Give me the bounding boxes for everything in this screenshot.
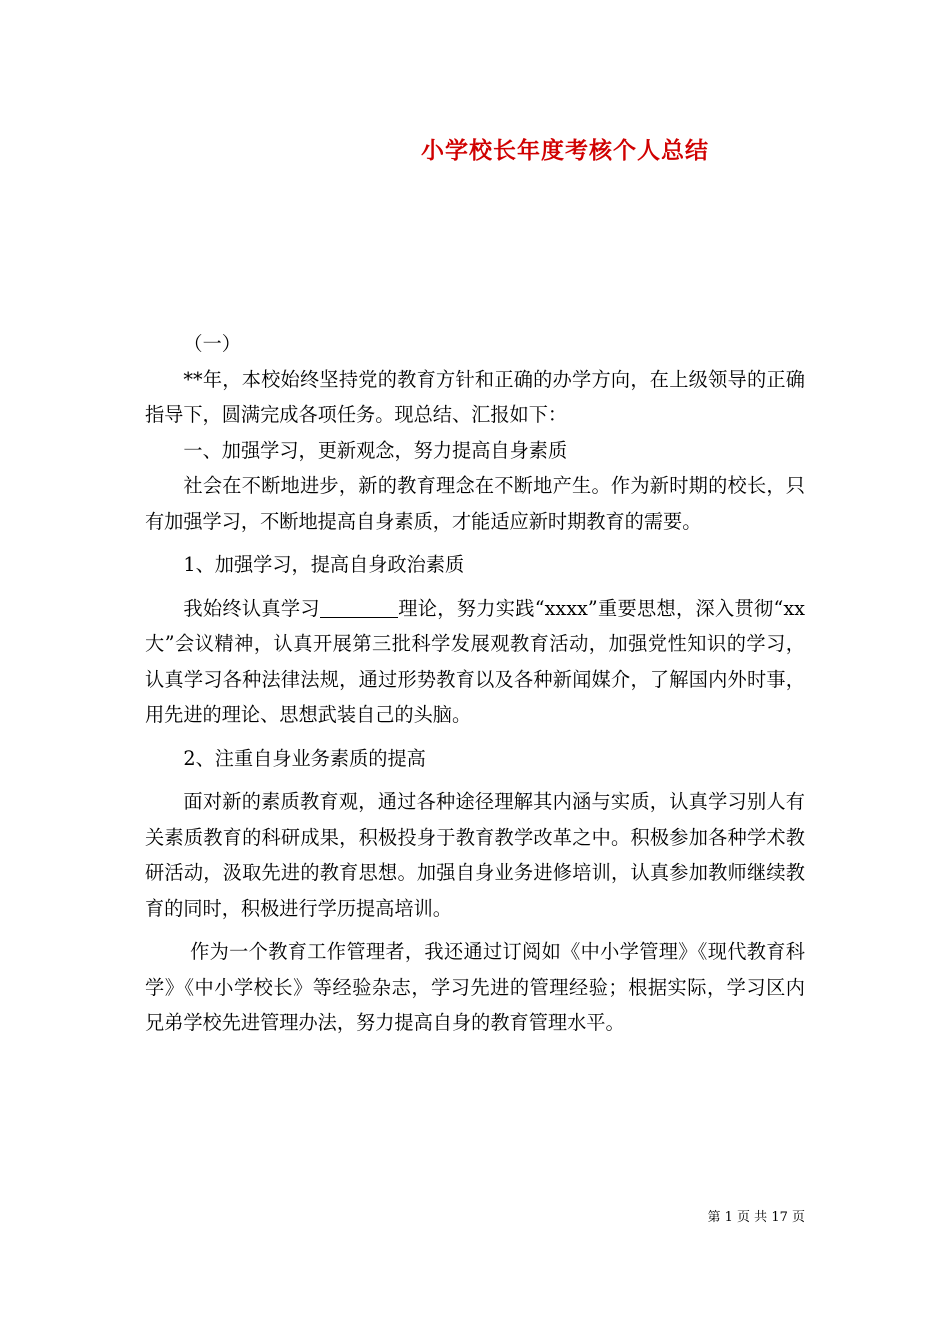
paragraph-management: 作为一个教育工作管理者，我还通过订阅如《中小学管理》《现代教育科学》《中小学校长》等经验杂志，学习先进的管理经验；根据实际，学习区内兄弟学校先进管理办法，努力提高自身的教育管理水平。 — [145, 940, 805, 1034]
document-title: 小学校长年度考核个人总结 — [421, 137, 709, 164]
section-marker: （一） — [183, 332, 241, 355]
page-footer: 第 1 页 共 17 页 — [707, 1210, 805, 1225]
paragraph-political-study-rest: 理论，努力实践“xxxx”重要思想，深入贯彻“xx大”会议精神，认真开展第三批科学发展观教育活动，加强党性知识的学习，认真学习各种法律法规，通过形势教育以及各种新闻媒介，了解国内外时事，用先进的理论、思想武装自己的头脑。 — [145, 596, 806, 726]
fill-in-blank — [320, 597, 398, 617]
paragraph-business-quality: 面对新的素质教育观，通过各种途径理解其内涵与实质，认真学习别人有关素质教育的科研成果，积极投身于教育教学改革之中。积极参加各种学术教研活动，汲取先进的教育思想。加强自身业务进修培训，认真参加教师继续教育的同时，积极进行学历提高培训。 — [145, 790, 805, 920]
paragraph-political-study-start: 我始终认真学习 — [183, 596, 320, 620]
subheading-2: 2、注重自身业务素质的提高 — [183, 746, 426, 770]
paragraph-political-study — [145, 591, 805, 733]
subheading-1: 1、加强学习，提高自身政治素质 — [183, 553, 465, 576]
paragraph-intro: **年，本校始终坚持党的教育方针和正确的办学方向，在上级领导的正确指导下，圆满完成各项任务。现总结、汇报如下： — [145, 367, 805, 426]
heading-section-1: 一、加强学习，更新观念，努力提高自身素质 — [183, 438, 568, 462]
paragraph-section-1: 社会在不断地进步，新的教育理念在不断地产生。作为新时期的校长，只有加强学习，不断地提高自身素质，才能适应新时期教育的需要。 — [145, 474, 805, 533]
document-body — [145, 326, 805, 1041]
